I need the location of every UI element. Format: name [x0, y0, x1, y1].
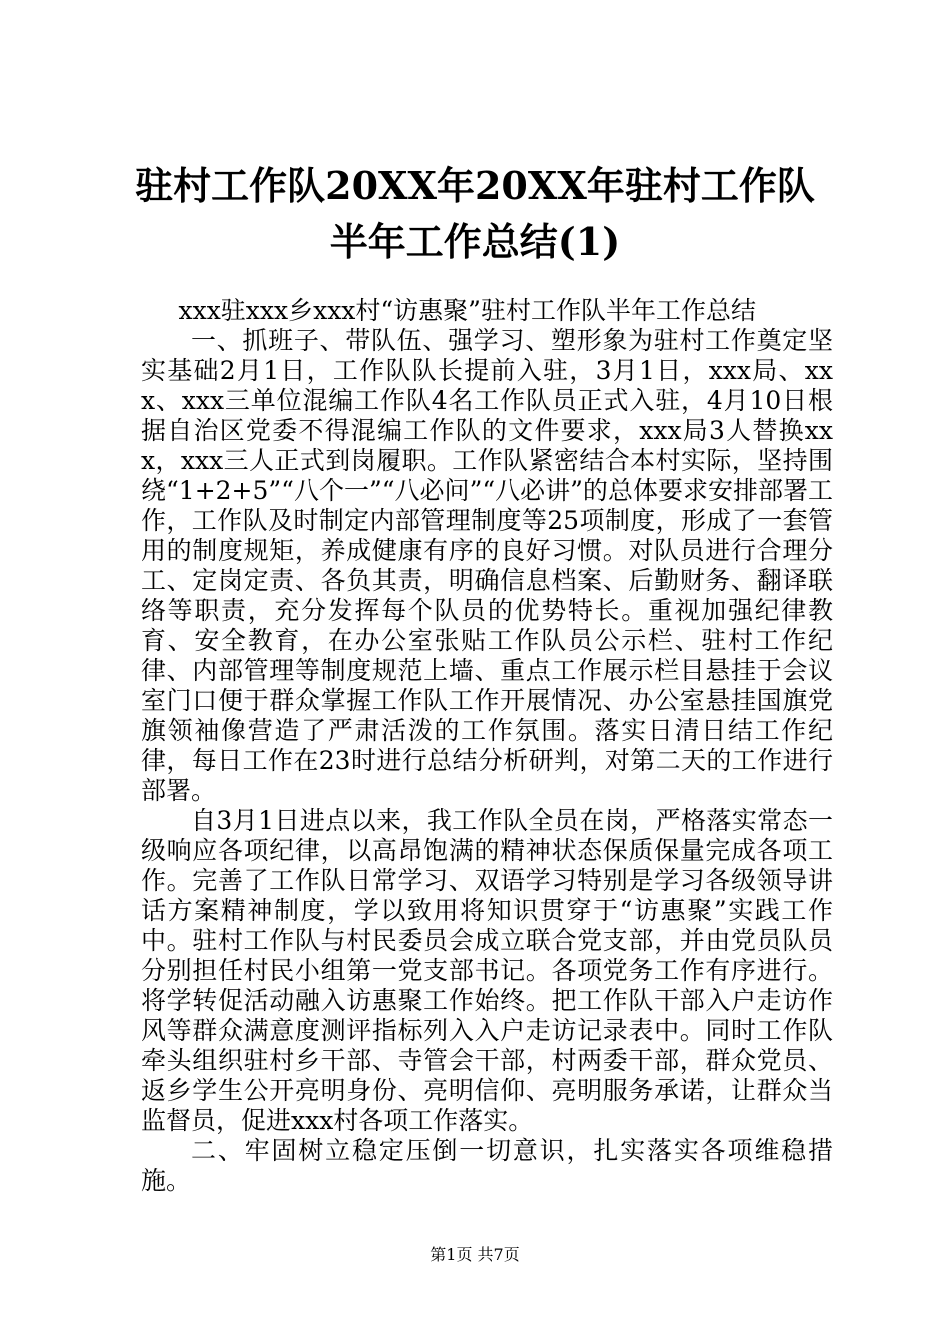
paragraph-section-two: 二、牢固树立稳定压倒一切意识，扎实落实各项维稳措施。	[141, 1136, 833, 1195]
document-title: 驻村工作队20XX年20XX年驻村工作队半年工作总结(1)	[135, 163, 815, 264]
paragraph-party-work: 自3月1日进点以来，我工作队全员在岗，严格落实常态一级响应各项纪律，以高昂饱满的精神状态保质保量完成各项工作。完善了工作队日常学习、双语学习特别是学习各级领导讲话方案精神制度，学以致用将知识贯穿于“访惠聚”实践工作中。驻村工作队与村民委员会成立联合党支部，并由党员队员分别担任村民小组第一党支部书记。各项党务工作有序进行。将学转促活动融入访惠聚工作始终。把工作队干部入户走访作风等群众满意度测评指标列入入户走访记录表中。同时工作队牵头组织驻村乡干部、寺管会干部，村两委干部，群众党员、返乡学生公开亮明身份、亮明信仰、亮明服务承诺，让群众当监督员，促进xxx村各项工作落实。	[141, 806, 833, 1135]
document-subtitle: xxx驻xxx乡xxx村“访惠聚”驻村工作队半年工作总结	[178, 296, 756, 325]
page-number-footer: 第1页 共7页	[430, 1245, 520, 1264]
paragraph-section-one: 一、抓班子、带队伍、强学习、塑形象为驻村工作奠定坚实基础2月1日，工作队队长提前入驻，3月1日，xxx局、xxx、xxx三单位混编工作队4名工作队员正式入驻，4月10日根据自治区党委不得混编工作队的文件要求，xxx局3人替换xxx，xxx三人正式到岗履职。工作队紧密结合本村实际，坚持围绕“1+2+5”“八个一”“八必问”“八必讲”的总体要求安排部署工作，工作队及时制定内部管理制度等25项制度，形成了一套管用的制度规矩，养成健康有序的良好习惯。对队员进行合理分工、定岗定责、各负其责，明确信息档案、后勤财务、翻译联络等职责，充分发挥每个队员的优势特长。重视加强纪律教育、安全教育，在办公室张贴工作队员公示栏、驻村工作纪律、内部管理等制度规范上墙、重点工作展示栏目悬挂于会议室门口便于群众掌握工作队工作开展情况、办公室悬挂国旗党旗领袖像营造了严肃活泼的工作氛围。落实日清日结工作纪律，每日工作在23时进行总结分析研判，对第二天的工作进行部署。	[141, 326, 833, 805]
document-body	[141, 296, 833, 1196]
